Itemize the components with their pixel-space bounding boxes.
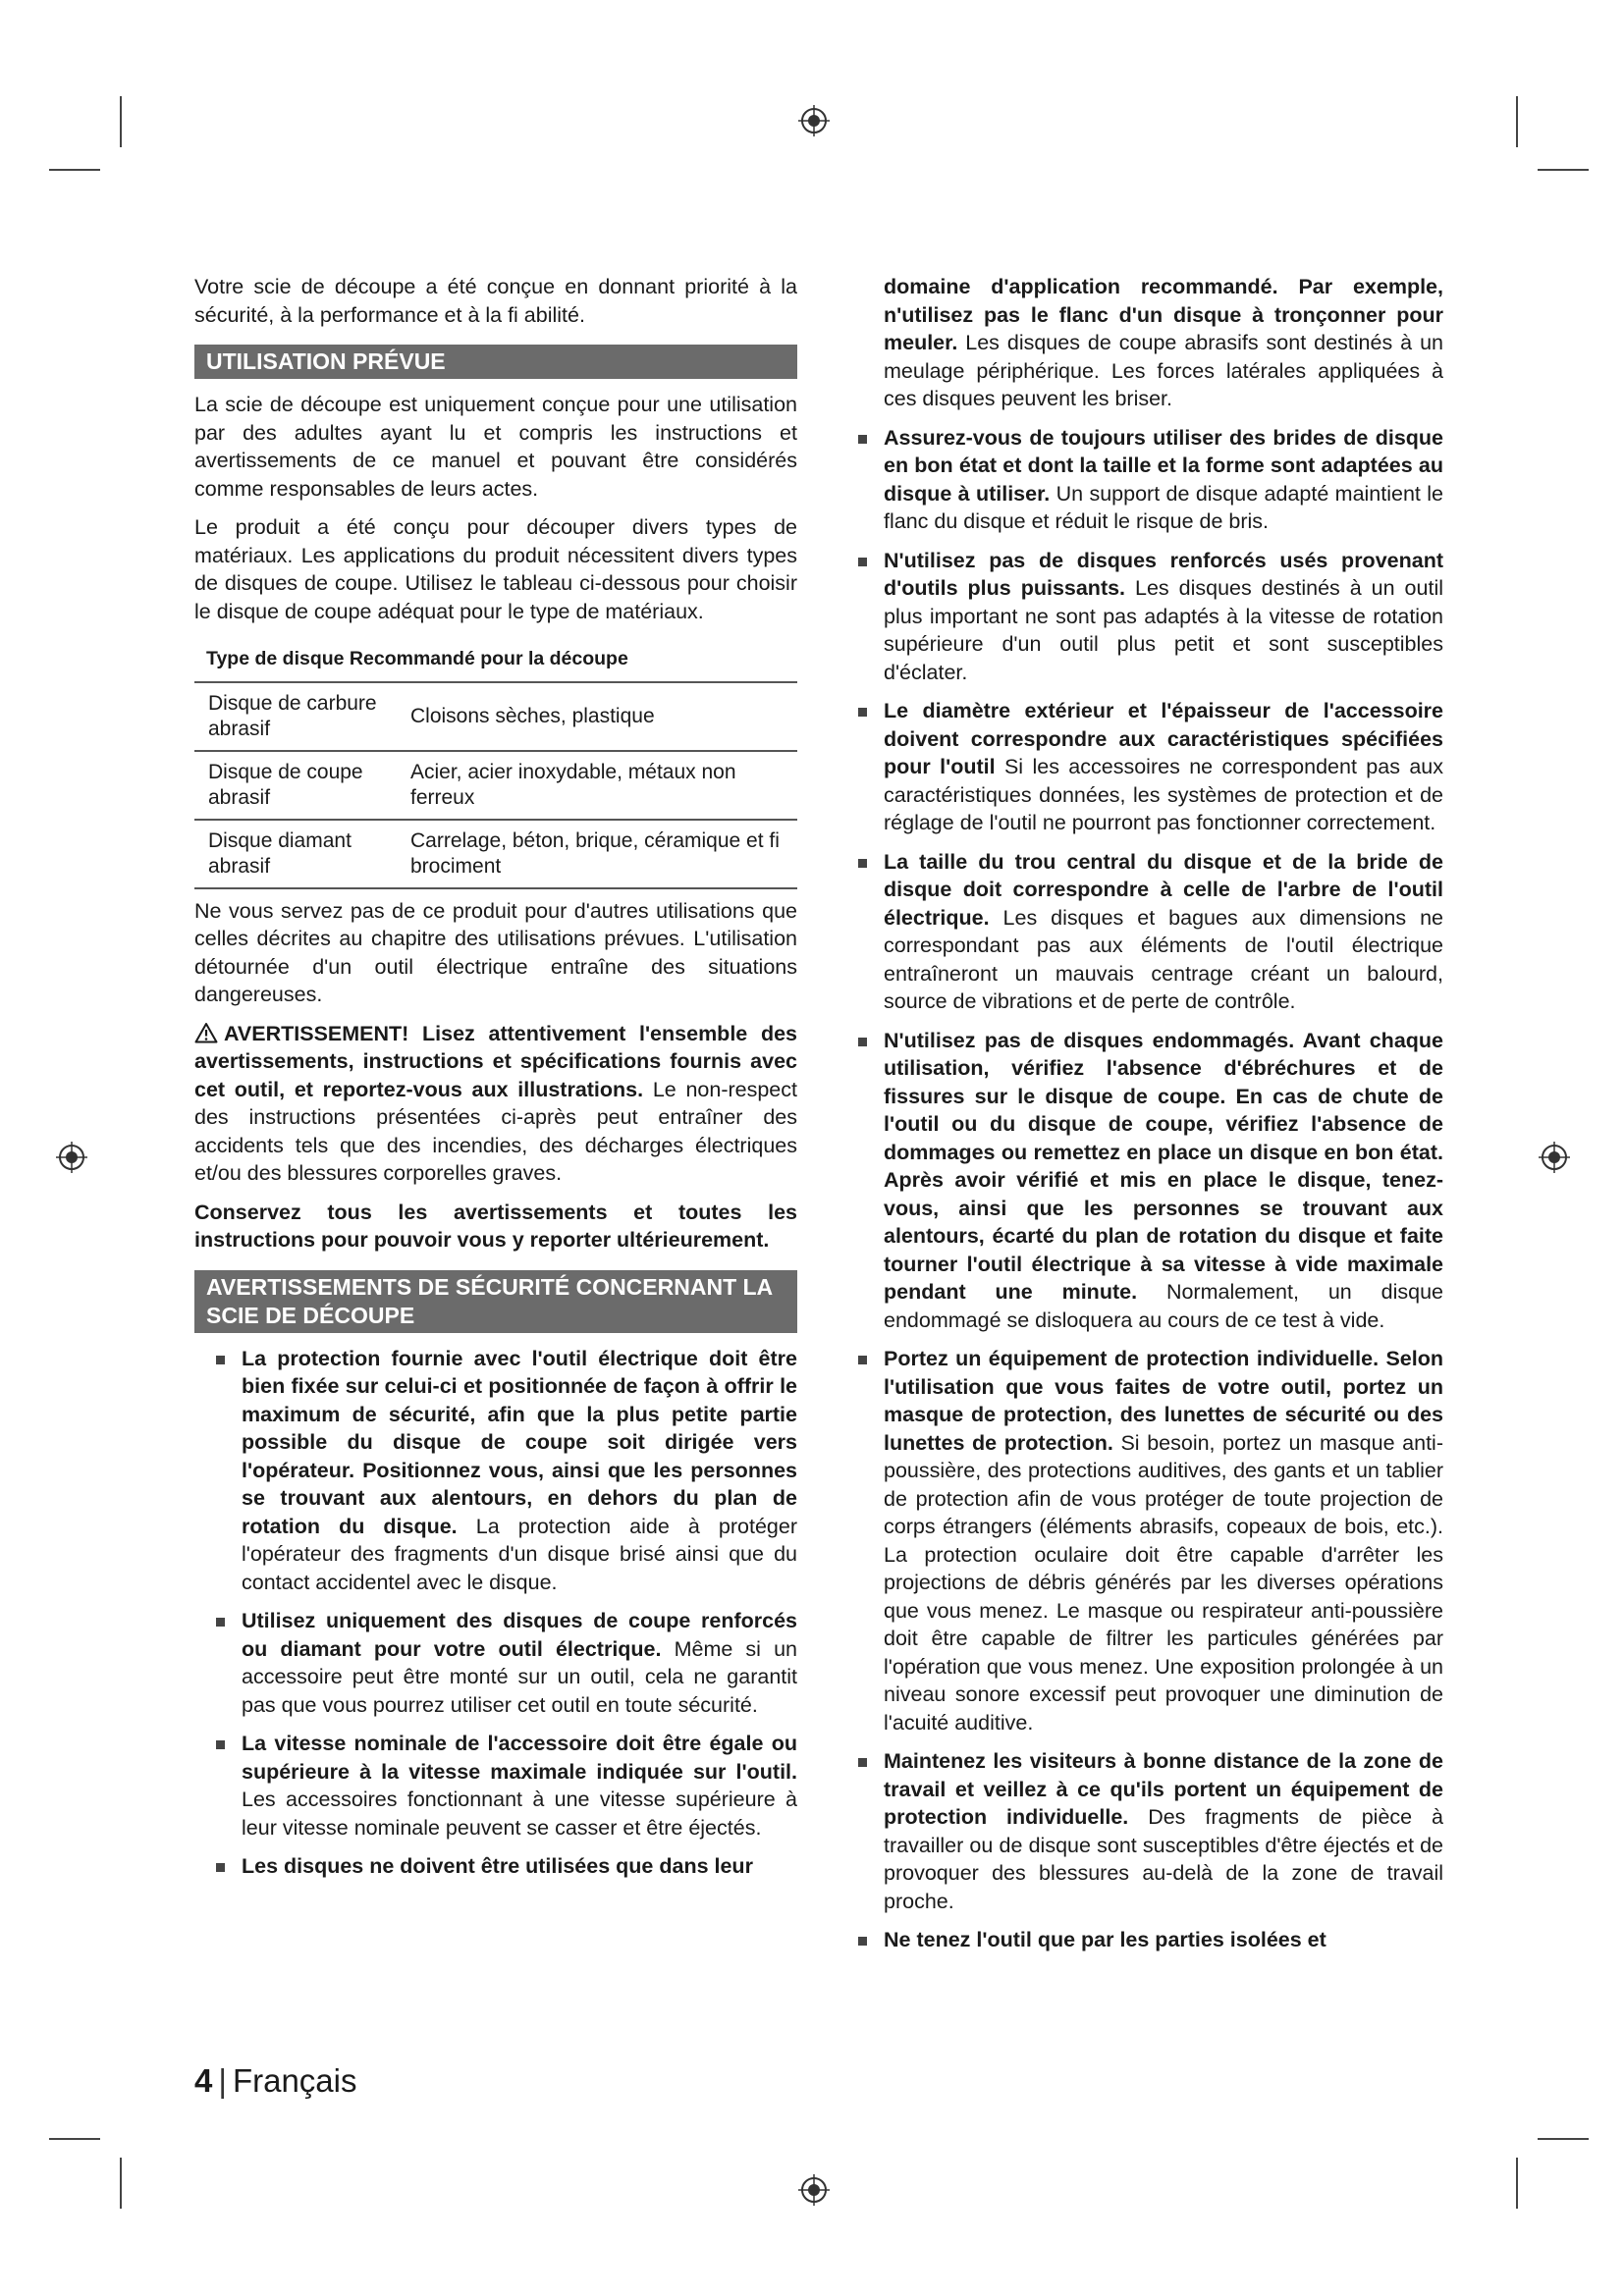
utilisation-paragraph-2: Le produit a été conçu pour découper divers types de matériaux. Les applications du produit nécessitent divers types de disques de coupe. Utilisez le tableau ci-dessous pour choisir le disque de coupe adéquat pour le type de matériaux. <box>194 515 797 623</box>
crop-mark-top-right-horizontal <box>1538 169 1589 171</box>
list-item <box>854 1747 1443 1915</box>
bullet-bold-text: La protection fournie avec l'outil électrique doit être bien fixée sur celui-ci et positionnée de façon à offrir le maximum de sécurité, afin que la plus petite partie possible du disque de coupe soit dirigée vers l'opérateur. Positionnez vous, ainsi que les personnes se trouvant aux alentours, en dehors du plan de rotation du disque. <box>242 1346 797 1538</box>
bullet-body-text: Les disques et bagues aux dimensions ne correspondant pas aux éléments de l'outil électrique entraîneront un mauvais centrage créant un balourd, source de vibrations et de perte de contrôle. <box>884 905 1443 1013</box>
crop-mark-bottom-right-horizontal <box>1538 2138 1589 2140</box>
continued-paragraph <box>854 273 1443 413</box>
disc-use-cell: Acier, acier inoxydable, métaux non ferreux <box>410 760 736 809</box>
page-footer <box>194 2061 356 2101</box>
bullet-bold-text: Les disques ne doivent être utilisées que dans leur <box>242 1854 753 1878</box>
bullet-bold-text: La taille du trou central du disque et de la bride de disque doit correspondre à celle de l'arbre de l'outil électrique. <box>884 849 1443 930</box>
section-heading-avertissements: AVERTISSEMENTS DE SÉCURITÉ CONCERNANT LA SCIE DE DÉCOUPE <box>194 1270 797 1333</box>
bullet-bold-text: N'utilisez pas de disques endommagés. Avant chaque utilisation, vérifiez l'absence d'ébréchures et de fissures sur le disque de coupe. En cas de chute de l'outil ou du disque de coupe, vérifiez l'absence de dommages ou remettez en place un disque en bon état. Après avoir vérifié et mis en place le disque, tenez-vous, ainsi que les personnes se trouvant aux alentours, écarté du plan de rotation du disque et faite tourner l'outil électrique à sa vitesse à vide maximale pendant une minute. <box>884 1028 1443 1304</box>
bullet-body-text: Si besoin, portez un masque anti-poussière, des protections auditives, des gants et un tablier de protection afin de vous protéger de toute projection de corps étrangers (éléments abrasifs, copeaux de bois, etc.). La protection oculaire doit être capable d'arrêter les projections de débris générés par les diverses opérations que vous menez. Le masque ou respirateur anti-poussière doit être capable de filtrer les particules générées par l'opération que vous menez. Une exposition prolongée à un niveau sonore excessif peut provoquer une diminution de l'acuité auditive. <box>884 1430 1443 1735</box>
list-item <box>212 1607 797 1719</box>
intro-paragraph: Votre scie de découpe a été conçue en donnant priorité à la sécurité, à la performance et à la fi abilité. <box>194 275 797 327</box>
crop-mark-bottom-left-vertical <box>120 2158 122 2209</box>
warning-body-text: Le non-respect des instructions présentées ci-après peut entraîner des accidents tels que des incendies, des décharges électriques et/ou des blessures corporelles graves. <box>194 1077 797 1185</box>
bullet-bold-text: N'utilisez pas de disques renforcés usés provenant d'outils plus puissants. <box>884 548 1443 600</box>
footer-language: Français <box>232 2062 357 2099</box>
list-item <box>854 547 1443 687</box>
keep-instructions-paragraph <box>194 1199 797 1255</box>
warning-bold-text: AVERTISSEMENT! Lisez attentivement l'ensemble des avertissements, instructions et spécifications fournis avec cet outil, et reportez-vous aux illustrations. <box>194 1021 797 1101</box>
table-row <box>194 820 797 888</box>
bullet-bold-text: Assurez-vous de toujours utiliser des brides de disque en bon état et dont la taille et la forme sont adaptées au disque à utiliser. <box>884 425 1443 506</box>
after-table-paragraph: Ne vous servez pas de ce produit pour d'autres utilisations que celles décrites au chapitre des utilisations prévues. L'utilisation détournée d'un outil électrique entraîne des situations dangereuses. <box>194 898 797 1006</box>
registration-mark-left-icon <box>55 1141 88 1174</box>
disc-use-cell: Carrelage, béton, brique, céramique et fi brociment <box>410 828 780 878</box>
bullet-body-text: Les accessoires fonctionnant à une vitesse supérieure à leur vitesse nominale peuvent se casser et être éjectés. <box>242 1788 797 1840</box>
crop-mark-top-left-horizontal <box>49 169 100 171</box>
disc-type-cell: Disque diamant abrasif <box>208 828 352 878</box>
right-bullet-list <box>854 424 1443 1954</box>
warning-triangle-icon <box>194 1022 218 1043</box>
list-item <box>854 848 1443 1016</box>
list-item <box>212 1345 797 1597</box>
crop-mark-bottom-right-vertical <box>1516 2158 1518 2209</box>
continued-body-text: Les disques de coupe abrasifs sont destinés à un meulage périphérique. Les forces latérales appliquées à ces disques peuvent les briser. <box>884 331 1443 410</box>
list-item <box>854 1345 1443 1736</box>
bullet-bold-text: Portez un équipement de protection individuelle. Selon l'utilisation que vous faites de votre outil, portez un masque de protection, des lunettes de sécurité ou des lunettes de protection. <box>884 1347 1443 1455</box>
bullet-bold-text: La vitesse nominale de l'accessoire doit être égale ou supérieure à la vitesse maximale indiquée sur l'outil. <box>242 1732 797 1784</box>
list-item <box>854 697 1443 837</box>
warning-paragraph <box>194 1020 797 1188</box>
bullet-body-text: Si les accessoires ne correspondent pas aux caractéristiques données, les systèmes de protection et de réglage de l'outil ne pourront pas fonctionner correctement. <box>884 755 1443 834</box>
bullet-body-text: Un support de disque adapté maintient le flanc du disque et réduit le risque de bris. <box>884 481 1443 533</box>
table-row <box>194 751 797 820</box>
disc-type-cell: Disque de coupe abrasif <box>208 760 363 809</box>
page-number: 4 <box>194 2062 213 2099</box>
registration-mark-top-icon <box>797 104 831 137</box>
keep-instructions-text: Conservez tous les avertissements et toutes les instructions pour pouvoir vous y reporter ultérieurement. <box>194 1200 797 1252</box>
disc-table <box>194 681 797 889</box>
registration-mark-right-icon <box>1538 1141 1571 1174</box>
list-item <box>212 1852 797 1881</box>
bullet-bold-text: Ne tenez l'outil que par les parties isolées et <box>884 1928 1326 1951</box>
crop-mark-top-left-vertical <box>120 96 122 147</box>
table-row <box>194 682 797 751</box>
bullet-body-text: Même si un accessoire peut être monté sur un outil, cela ne garantit pas que vous pourrez utiliser cet outil en toute sécurité. <box>242 1636 797 1717</box>
crop-mark-bottom-left-horizontal <box>49 2138 100 2140</box>
disc-table-caption: Type de disque Recommandé pour la découpe <box>206 648 628 669</box>
list-item <box>212 1730 797 1842</box>
list-item <box>854 1027 1443 1335</box>
left-bullet-list <box>212 1345 797 1881</box>
continued-bold-text: domaine d'application recommandé. Par exemple, n'utilisez pas le flanc d'un disque à tronçonner pour meuler. <box>884 275 1443 354</box>
list-item <box>854 1926 1443 1954</box>
right-column <box>854 273 1443 1965</box>
registration-mark-bottom-icon <box>797 2173 831 2207</box>
bullet-bold-text: Le diamètre extérieur et l'épaisseur de l'accessoire doivent correspondre aux caractéristiques spécifiées pour l'outil <box>884 699 1443 778</box>
bullet-body-text: La protection aide à protéger l'opérateur des fragments d'un disque brisé ainsi que du contact accidentel avec le disque. <box>242 1514 797 1594</box>
footer-separator: | <box>218 2062 227 2099</box>
crop-mark-top-right-vertical <box>1516 96 1518 147</box>
bullet-body-text: Des fragments de pièce à travailler ou de disque sont susceptibles d'être éjectés et de provoquer des blessures au-delà de la zone de travail proche. <box>884 1805 1443 1913</box>
section-heading-utilisation-prevue: UTILISATION PRÉVUE <box>194 345 797 379</box>
utilisation-paragraph-1: La scie de découpe est uniquement conçue pour une utilisation par des adultes ayant lu et compris les instructions et avertissements de ce manuel et pouvant être considérés comme responsables de leurs actes. <box>194 393 797 501</box>
bullet-bold-text: Maintenez les visiteurs à bonne distance de la zone de travail et veillez à ce qu'ils portent un équipement de protection individuelle. <box>884 1749 1443 1829</box>
disc-use-cell: Cloisons sèches, plastique <box>410 704 655 727</box>
bullet-bold-text: Utilisez uniquement des disques de coupe renforcés ou diamant pour votre outil électrique. <box>242 1609 797 1661</box>
list-item <box>854 424 1443 536</box>
disc-type-cell: Disque de carbure abrasif <box>208 691 377 740</box>
bullet-body-text: Les disques destinés à un outil plus important ne sont pas adaptés à la vitesse de rotation supérieure d'un outil plus petit et sont susceptibles d'éclater. <box>884 576 1443 684</box>
left-column <box>194 273 797 1892</box>
bullet-body-text: Normalement, un disque endommagé se disloquera au cours de ce test à vide. <box>884 1280 1443 1332</box>
